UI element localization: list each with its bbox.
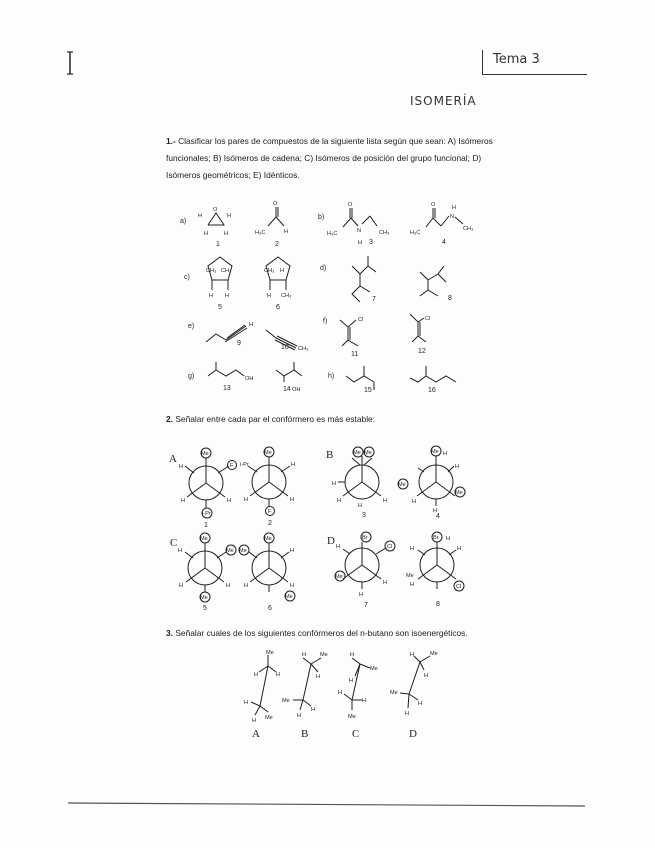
- svg-text:H: H: [358, 503, 363, 509]
- pair-label-f: f): [323, 318, 328, 325]
- topic-title: ISOMERÍA: [410, 94, 477, 108]
- svg-text:H: H: [332, 481, 337, 487]
- svg-text:Cl: Cl: [456, 584, 462, 590]
- newman-number-1: 1: [204, 522, 208, 529]
- compound-number-5: 5: [218, 304, 222, 311]
- svg-text:CH₃: CH₃: [206, 268, 217, 274]
- compound-number-6: 6: [276, 304, 280, 311]
- svg-text:H: H: [249, 322, 254, 328]
- compound-number-4: 4: [442, 239, 446, 246]
- group-label-d: D: [327, 535, 335, 547]
- svg-text:H: H: [410, 546, 415, 552]
- svg-text:H: H: [410, 582, 415, 588]
- svg-text:Me: Me: [390, 690, 398, 696]
- svg-text:Me: Me: [200, 595, 208, 601]
- svg-text:H: H: [336, 544, 341, 550]
- compound-number-10: 10: [281, 344, 289, 351]
- svg-text:Me: Me: [430, 651, 438, 657]
- newman-number-7: 7: [364, 602, 368, 609]
- svg-text:H: H: [267, 293, 272, 299]
- svg-text:Me: Me: [398, 482, 406, 488]
- svg-text:H: H: [227, 498, 232, 504]
- compound-number-12: 12: [418, 348, 426, 355]
- pair-label-g: g): [188, 373, 195, 380]
- svg-text:Me: Me: [201, 451, 209, 457]
- newman-number-3: 3: [362, 512, 366, 519]
- compound-number-9: 9: [237, 340, 241, 347]
- sawhorse-D: [390, 651, 438, 740]
- question-1-number: 1.-: [166, 136, 176, 146]
- sawhorse-label-B: B: [301, 728, 309, 740]
- svg-text:H: H: [424, 673, 429, 679]
- svg-text:H: H: [227, 213, 232, 219]
- svg-text:CH₃: CH₃: [221, 268, 232, 274]
- svg-text:H: H: [311, 707, 316, 713]
- svg-text:H: H: [443, 451, 448, 457]
- svg-text:H: H: [316, 674, 321, 680]
- group-label-a: A: [169, 453, 177, 465]
- compound-number-1: 1: [216, 241, 220, 248]
- svg-text:Me: Me: [200, 536, 208, 542]
- svg-text:H: H: [349, 678, 354, 684]
- svg-text:CH₃: CH₃: [298, 346, 309, 352]
- svg-text:H: H: [290, 583, 295, 589]
- svg-text:Me: Me: [282, 698, 290, 704]
- pair-label-b: b): [318, 214, 325, 221]
- sawhorse-B: [282, 652, 328, 740]
- compound-number-15: 15: [364, 387, 372, 394]
- svg-text:H: H: [362, 698, 367, 704]
- svg-text:O: O: [213, 207, 218, 213]
- svg-text:H: H: [244, 497, 249, 503]
- svg-text:H: H: [204, 231, 209, 237]
- svg-text:H: H: [455, 464, 460, 470]
- svg-text:Me: Me: [285, 594, 293, 600]
- newman-number-4: 4: [436, 513, 440, 520]
- svg-text:i-Pr: i-Pr: [202, 511, 211, 517]
- sawhorse-C: [338, 652, 378, 740]
- svg-text:H: H: [337, 498, 342, 504]
- compound-number-8: 8: [448, 295, 452, 302]
- svg-text:H: H: [198, 213, 203, 219]
- svg-text:H: H: [433, 508, 438, 514]
- svg-text:H₃C: H₃C: [255, 230, 266, 236]
- svg-text:H: H: [284, 229, 289, 235]
- svg-text:N: N: [357, 228, 362, 234]
- svg-text:H: H: [383, 580, 388, 586]
- svg-text:H: H: [225, 293, 230, 299]
- pair-label-a: a): [180, 218, 187, 225]
- svg-text:H: H: [290, 497, 295, 503]
- group-label-c: C: [170, 537, 178, 549]
- compound-number-13: 13: [223, 385, 231, 392]
- svg-text:Me: Me: [364, 450, 372, 456]
- svg-text:CH₃: CH₃: [281, 293, 292, 299]
- svg-text:F: F: [230, 463, 234, 469]
- svg-text:H₃C: H₃C: [410, 230, 421, 236]
- svg-text:CH₃: CH₃: [463, 226, 474, 232]
- svg-text:Me: Me: [335, 574, 343, 580]
- compound-number-3: 3: [369, 239, 373, 246]
- svg-text:H: H: [297, 713, 302, 719]
- svg-text:H: H: [291, 462, 296, 468]
- svg-text:H: H: [338, 690, 343, 696]
- svg-text:Me: Me: [264, 536, 272, 542]
- question-1-text: Clasificar los pares de compuestos de la siguiente lista según que sean: A) Isómeros funcionales; B) Isómeros de cadena; C) Isómeros de posición del grupo funcional; D) Isómeros geométricos; E) Idénticos.: [166, 136, 493, 180]
- svg-text:O: O: [273, 201, 278, 207]
- svg-text:H: H: [280, 268, 285, 274]
- svg-text:H: H: [244, 700, 249, 706]
- svg-text:H: H: [359, 592, 364, 598]
- svg-text:N: N: [450, 214, 455, 220]
- svg-text:Me: Me: [431, 449, 439, 455]
- question-3-text: Señalar cuales de los siguientes confórmeros del n-butano son isoenergéticos.: [175, 628, 468, 638]
- svg-text:H: H: [412, 499, 417, 505]
- svg-text:H: H: [244, 583, 249, 589]
- svg-text:H: H: [254, 672, 259, 678]
- svg-text:Me: Me: [406, 573, 414, 579]
- svg-text:H: H: [418, 701, 423, 707]
- compound-number-2: 2: [275, 241, 279, 248]
- svg-text:Me: Me: [264, 450, 272, 456]
- svg-text:H: H: [457, 546, 462, 552]
- svg-text:Cl: Cl: [358, 317, 364, 323]
- svg-text:H: H: [252, 718, 257, 724]
- svg-text:i-Pr: i-Pr: [240, 462, 249, 468]
- svg-text:H: H: [302, 652, 307, 658]
- svg-text:Br: Br: [433, 535, 439, 541]
- newman-number-8: 8: [436, 601, 440, 608]
- newman-number-2: 2: [268, 520, 272, 527]
- svg-text:H: H: [224, 231, 229, 237]
- compound-number-16: 16: [428, 387, 436, 394]
- svg-text:Me: Me: [370, 666, 378, 672]
- svg-text:H: H: [446, 536, 451, 542]
- group-label-b: B: [326, 449, 334, 461]
- tema-label: Tema 3: [482, 50, 587, 75]
- svg-text:Me: Me: [239, 548, 247, 554]
- compound-number-14: 14: [283, 386, 291, 393]
- svg-text:H: H: [276, 672, 281, 678]
- svg-text:Cl: Cl: [425, 316, 431, 322]
- svg-text:O: O: [348, 202, 353, 208]
- compound-number-11: 11: [351, 351, 359, 358]
- svg-text:Me: Me: [266, 650, 274, 656]
- svg-text:H: H: [410, 652, 415, 658]
- pair-label-h: h): [328, 373, 335, 380]
- svg-text:H₃C: H₃C: [327, 231, 338, 237]
- newman-number-5: 5: [203, 605, 207, 612]
- svg-text:H: H: [290, 548, 295, 554]
- svg-text:O: O: [431, 202, 436, 208]
- sawhorse-A: [244, 650, 280, 740]
- svg-text:H: H: [358, 240, 363, 246]
- svg-text:Me: Me: [226, 548, 234, 554]
- svg-text:Me: Me: [348, 714, 356, 720]
- svg-text:H: H: [405, 711, 410, 717]
- sawhorse-label-C: C: [352, 728, 360, 740]
- svg-text:H: H: [181, 498, 186, 504]
- sawhorse-label-D: D: [409, 728, 417, 740]
- svg-text:CH₃: CH₃: [264, 268, 275, 274]
- newman-number-6: 6: [268, 605, 272, 612]
- svg-text:Me: Me: [353, 450, 361, 456]
- svg-text:H: H: [209, 293, 214, 299]
- svg-text:OH: OH: [245, 376, 254, 382]
- pair-label-c: c): [184, 274, 190, 281]
- svg-text:Me: Me: [455, 490, 463, 496]
- svg-text:H: H: [179, 583, 184, 589]
- svg-text:F: F: [268, 509, 272, 515]
- svg-text:CH₃: CH₃: [379, 230, 390, 236]
- svg-text:OH: OH: [292, 387, 301, 393]
- question-3-number: 3.: [166, 628, 173, 638]
- svg-text:H: H: [350, 652, 355, 658]
- svg-text:H: H: [383, 498, 388, 504]
- question-2-text: Señalar entre cada par el confórmero es más estable:: [175, 414, 376, 424]
- svg-text:Cl: Cl: [387, 544, 393, 550]
- svg-text:H: H: [452, 205, 457, 211]
- pair-label-e: e): [188, 323, 195, 330]
- pair-label-d: d): [320, 265, 327, 272]
- svg-text:Br: Br: [362, 535, 368, 541]
- question-2-number: 2.: [166, 414, 173, 424]
- svg-text:H: H: [178, 548, 183, 554]
- svg-text:Me: Me: [320, 652, 328, 658]
- svg-text:H: H: [226, 583, 231, 589]
- svg-text:Me: Me: [265, 715, 273, 721]
- compound-number-7: 7: [372, 296, 376, 303]
- sawhorse-label-A: A: [252, 728, 260, 740]
- svg-text:H: H: [179, 464, 184, 470]
